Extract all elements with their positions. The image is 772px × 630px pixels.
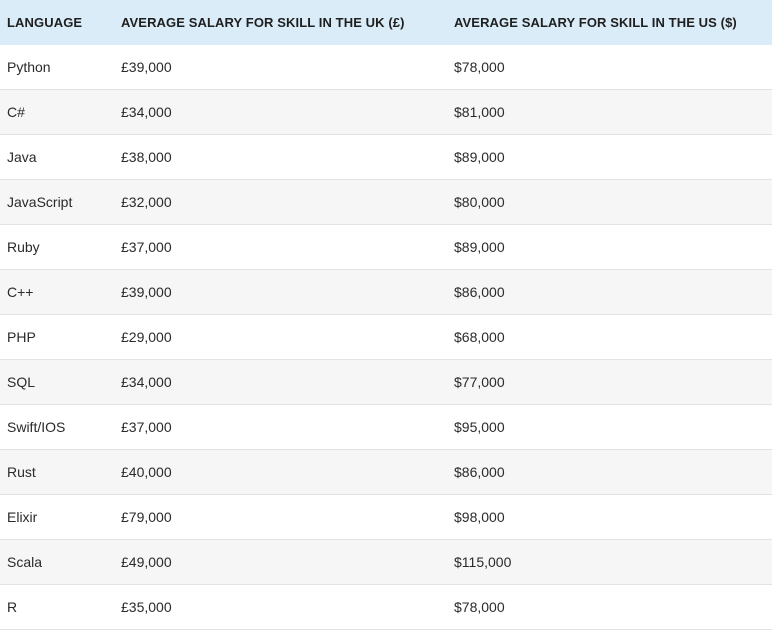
table-row bbox=[0, 360, 772, 405]
table-row bbox=[0, 270, 772, 315]
table-body bbox=[0, 45, 772, 630]
header-uk-salary: AVERAGE SALARY FOR SKILL IN THE UK (£) bbox=[121, 15, 405, 30]
table-row bbox=[0, 540, 772, 585]
cell-us-salary: $86,000 bbox=[447, 450, 772, 495]
cell-uk-salary: £79,000 bbox=[114, 495, 447, 540]
cell-us-salary: $80,000 bbox=[447, 180, 772, 225]
cell-language: Python bbox=[0, 45, 114, 90]
table-header bbox=[0, 0, 772, 45]
table-row bbox=[0, 180, 772, 225]
cell-us-salary: $81,000 bbox=[447, 90, 772, 135]
cell-uk-salary: £38,000 bbox=[114, 135, 447, 180]
table-row bbox=[0, 45, 772, 90]
table-row bbox=[0, 495, 772, 540]
cell-language: R bbox=[0, 585, 114, 630]
header-row bbox=[0, 0, 772, 45]
cell-us-salary: $95,000 bbox=[447, 405, 772, 450]
cell-us-salary: $77,000 bbox=[447, 360, 772, 405]
cell-uk-salary: £39,000 bbox=[114, 45, 447, 90]
cell-language: Swift/IOS bbox=[0, 405, 114, 450]
table-row bbox=[0, 90, 772, 135]
cell-uk-salary: £29,000 bbox=[114, 315, 447, 360]
cell-language: JavaScript bbox=[0, 180, 114, 225]
cell-language: C++ bbox=[0, 270, 114, 315]
cell-language: PHP bbox=[0, 315, 114, 360]
cell-uk-salary: £32,000 bbox=[114, 180, 447, 225]
cell-language: SQL bbox=[0, 360, 114, 405]
cell-us-salary: $115,000 bbox=[447, 540, 772, 585]
cell-us-salary: $68,000 bbox=[447, 315, 772, 360]
cell-us-salary: $98,000 bbox=[447, 495, 772, 540]
table-row bbox=[0, 405, 772, 450]
cell-us-salary: $78,000 bbox=[447, 45, 772, 90]
table-row bbox=[0, 315, 772, 360]
cell-uk-salary: £49,000 bbox=[114, 540, 447, 585]
table-row bbox=[0, 585, 772, 630]
header-language: LANGUAGE bbox=[7, 15, 83, 30]
cell-uk-salary: £35,000 bbox=[114, 585, 447, 630]
cell-uk-salary: £40,000 bbox=[114, 450, 447, 495]
cell-language: Scala bbox=[0, 540, 114, 585]
cell-us-salary: $89,000 bbox=[447, 225, 772, 270]
cell-uk-salary: £34,000 bbox=[114, 90, 447, 135]
cell-us-salary: $86,000 bbox=[447, 270, 772, 315]
cell-language: Elixir bbox=[0, 495, 114, 540]
cell-language: Java bbox=[0, 135, 114, 180]
table-row bbox=[0, 225, 772, 270]
table-row bbox=[0, 135, 772, 180]
cell-language: C# bbox=[0, 90, 114, 135]
table-row bbox=[0, 450, 772, 495]
cell-us-salary: $78,000 bbox=[447, 585, 772, 630]
cell-us-salary: $89,000 bbox=[447, 135, 772, 180]
cell-uk-salary: £37,000 bbox=[114, 405, 447, 450]
cell-language: Ruby bbox=[0, 225, 114, 270]
cell-uk-salary: £39,000 bbox=[114, 270, 447, 315]
header-us-salary: AVERAGE SALARY FOR SKILL IN THE US ($) bbox=[454, 15, 737, 30]
cell-language: Rust bbox=[0, 450, 114, 495]
cell-uk-salary: £34,000 bbox=[114, 360, 447, 405]
cell-uk-salary: £37,000 bbox=[114, 225, 447, 270]
